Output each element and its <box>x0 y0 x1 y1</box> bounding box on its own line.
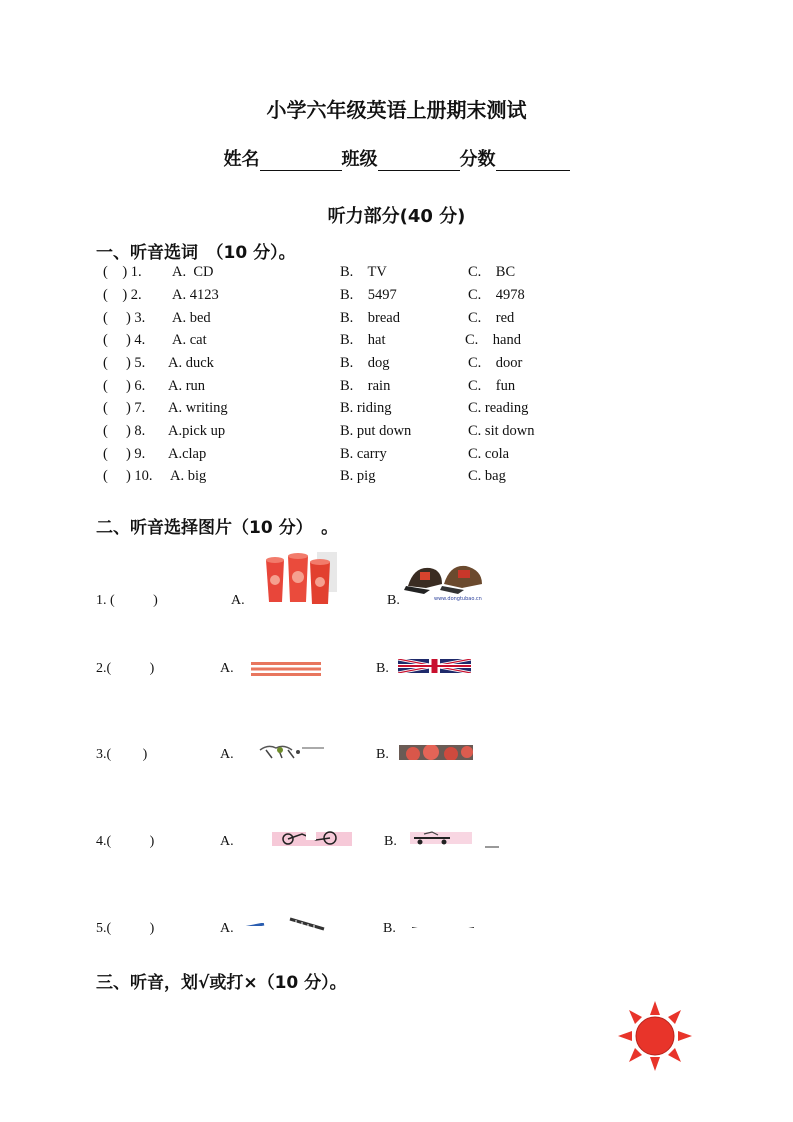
pic-q3-option-a: A. <box>220 747 234 762</box>
q9-number: ( ) 9. <box>103 446 146 462</box>
bicycle-image <box>272 830 352 846</box>
score-label: 分数 <box>459 149 496 170</box>
q4-option-a: A. cat <box>172 332 207 348</box>
q10-option-a: A. big <box>170 468 207 484</box>
striped-flag-image <box>251 662 321 676</box>
tomatoes-image <box>399 745 473 760</box>
q3-option-c: C. red <box>468 310 515 326</box>
q6-number: ( ) 6. <box>103 378 146 394</box>
section2-title: 二、听音选择图片（10 分） 。 <box>96 518 339 538</box>
caps-image-caption: www.dongtubao.cn <box>434 596 482 602</box>
class-label: 班级 <box>341 149 378 170</box>
student-info-line <box>0 145 793 171</box>
q9-option-b: B. carry <box>340 446 387 462</box>
q3-number: ( ) 3. <box>103 310 146 326</box>
q9-option-a: A.clap <box>168 446 207 462</box>
q8-option-a: A.pick up <box>168 423 226 439</box>
q7-option-a: A. writing <box>168 400 228 416</box>
listening-title: 听力部分(40 分) <box>327 206 466 227</box>
section3-title: 三、听音，划√或打×（10 分）。 <box>96 973 347 993</box>
pic-q2-number: 2.( ) <box>96 661 155 676</box>
q6-option-b: B. rain <box>340 378 391 394</box>
pic-q2-option-a: A. <box>220 661 234 676</box>
q4-option-c: C. hand <box>465 332 521 348</box>
q2-option-b: B. 5497 <box>340 287 397 303</box>
q3-option-b: B. bread <box>340 310 400 326</box>
ruler-image <box>288 917 328 931</box>
q1-option-c: C. BC <box>468 264 516 280</box>
pic-q4-option-b: B. <box>384 834 397 849</box>
uk-flag-image <box>398 659 471 673</box>
q2-number: ( ) 2. <box>103 287 142 303</box>
pic-q1-option-b: B. <box>387 593 400 608</box>
score-blank[interactable] <box>496 152 570 171</box>
small-line-mark <box>485 846 499 848</box>
cups-image <box>262 552 337 606</box>
q1-option-a: A. CD <box>172 264 214 280</box>
q6-option-a: A. run <box>168 378 206 394</box>
pic-q2-option-b: B. <box>376 661 389 676</box>
q1-option-b: B. TV <box>340 264 387 280</box>
q1-number: ( ) 1. <box>103 264 142 280</box>
q8-number: ( ) 8. <box>103 423 146 439</box>
q10-option-c: C. bag <box>468 468 506 484</box>
pic-q1-number: 1. ( ) <box>96 593 158 608</box>
q2-option-c: C. 4978 <box>468 287 525 303</box>
q4-number: ( ) 4. <box>103 332 146 348</box>
q7-option-c: C. reading <box>468 400 529 416</box>
pic-q5-option-b: B. <box>383 921 396 936</box>
pic-q3-number: 3.( ) <box>96 747 148 762</box>
skateboard-image <box>410 830 472 846</box>
q7-option-b: B. riding <box>340 400 392 416</box>
q4-option-b: B. hat <box>340 332 386 348</box>
class-blank[interactable] <box>378 152 460 171</box>
q5-option-c: C. door <box>468 355 523 371</box>
pic-q1-option-a: A. <box>231 593 245 608</box>
pen-image <box>236 918 266 926</box>
name-blank[interactable] <box>260 152 342 171</box>
q10-option-b: B. pig <box>340 468 376 484</box>
pic-q5-option-a: A. <box>220 921 234 936</box>
q5-option-b: B. dog <box>340 355 390 371</box>
q3-option-a: A. bed <box>172 310 211 326</box>
name-label: 姓名 <box>223 149 260 170</box>
pic-q4-number: 4.( ) <box>96 834 155 849</box>
q2-option-a: A. 4123 <box>172 287 219 303</box>
q8-option-c: C. sit down <box>468 423 535 439</box>
q6-option-c: C. fun <box>468 378 516 394</box>
q8-option-b: B. put down <box>340 423 412 439</box>
q9-option-c: C. cola <box>468 446 510 462</box>
pic-q3-option-b: B. <box>376 747 389 762</box>
q7-number: ( ) 7. <box>103 400 146 416</box>
pencil-case-image <box>410 920 476 928</box>
pic-q4-option-a: A. <box>220 834 234 849</box>
caps-image <box>404 560 486 604</box>
q5-number: ( ) 5. <box>103 355 146 371</box>
pic-q5-number: 5.( ) <box>96 921 155 936</box>
section1-title: 一、听音选词 （10 分）。 <box>96 243 296 263</box>
plant-image <box>258 744 326 760</box>
q10-number: ( ) 10. <box>103 468 153 484</box>
page-title: 小学六年级英语上册期末测试 <box>266 98 527 122</box>
q5-option-a: A. duck <box>168 355 214 371</box>
sun-image <box>618 1001 692 1071</box>
